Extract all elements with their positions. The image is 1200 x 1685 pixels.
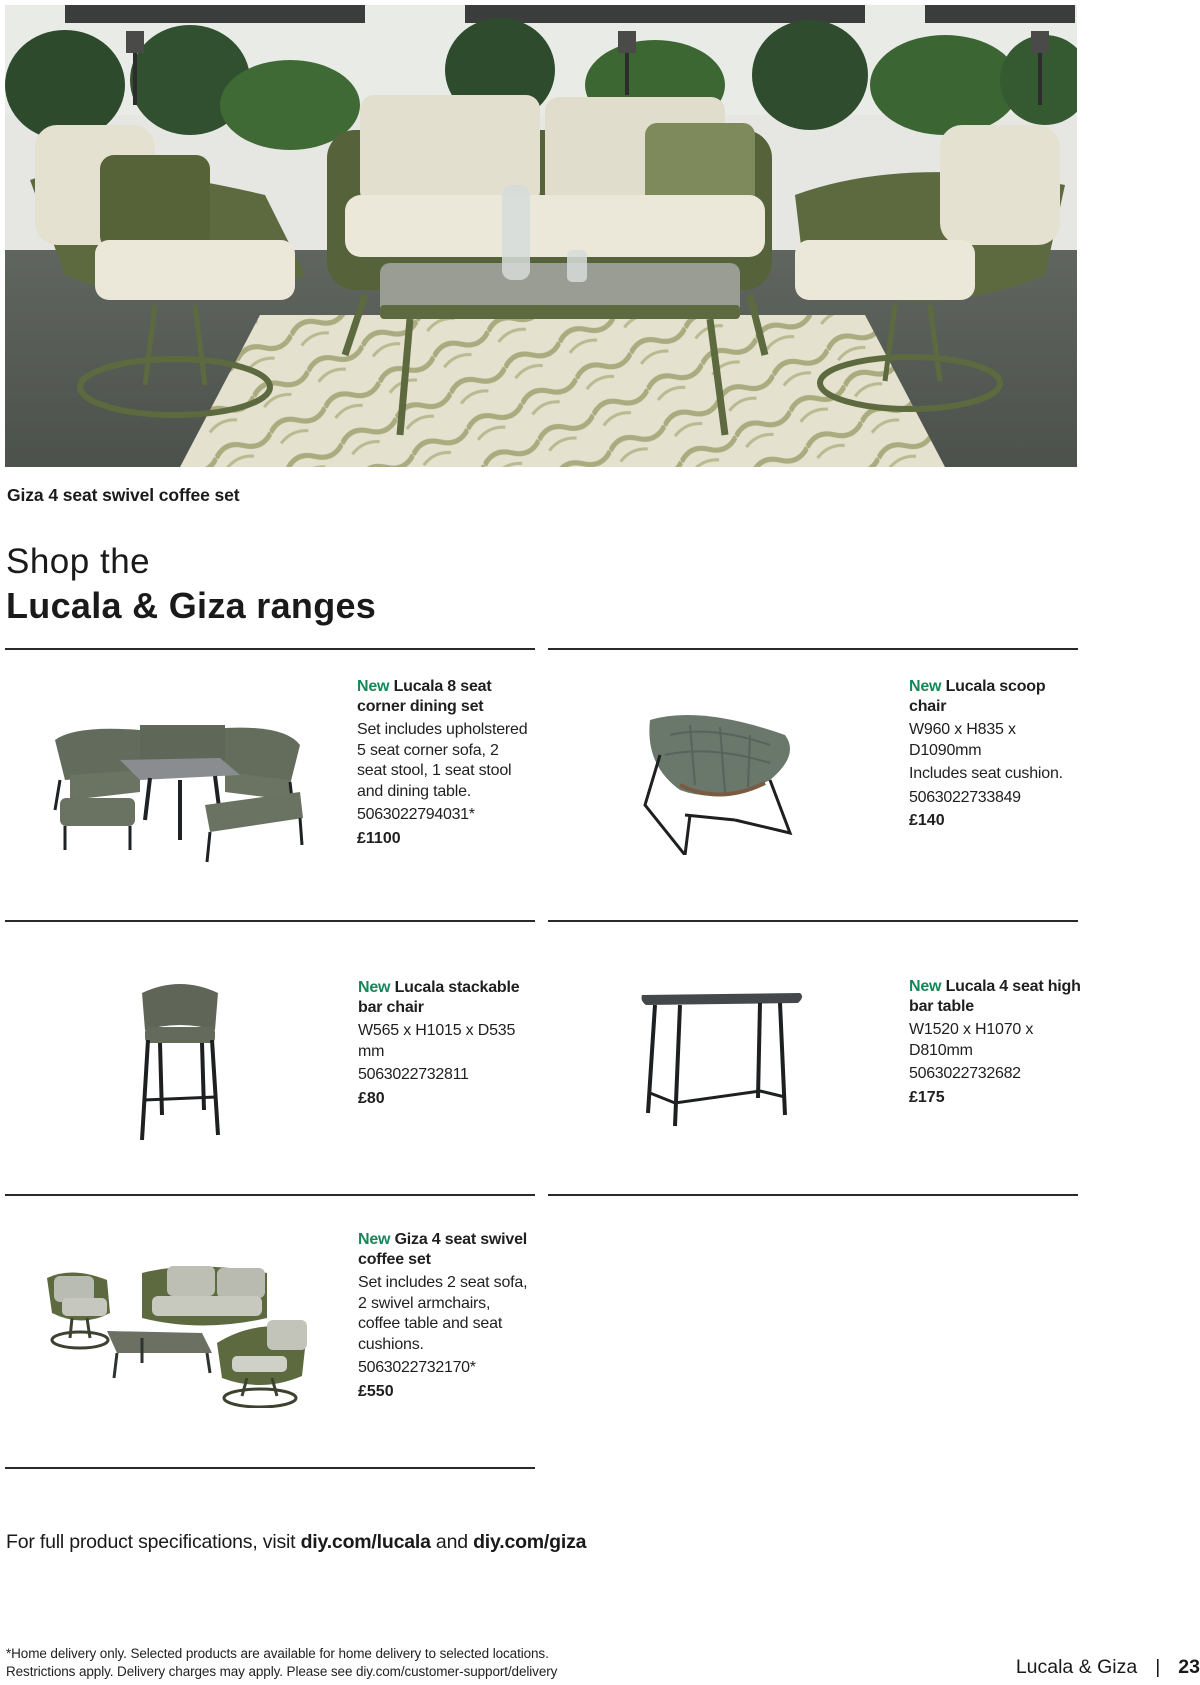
product-ean: 5063022732170* [358, 1359, 476, 1376]
specs-prefix: For full product specifications, visit [6, 1531, 301, 1553]
footer-separator: | [1155, 1656, 1161, 1678]
product-name: Lucala stackable bar chair [358, 979, 520, 1016]
divider [5, 920, 535, 922]
disclaimer-line2: Restrictions apply. Delivery charges may apply. Please see diy.com/customer-support/delivery [6, 1664, 558, 1679]
product-name: Lucala 8 seat corner dining set [357, 678, 492, 715]
delivery-disclaimer [6, 1645, 557, 1681]
hero-caption: Giza 4 seat swivel coffee set [7, 485, 240, 505]
divider [548, 648, 1078, 650]
product-price: £550 [358, 1382, 394, 1400]
product-dimensions: W1520 x H1070 x D810mm [909, 1021, 1034, 1059]
divider [5, 1467, 535, 1469]
product-name: Lucala scoop chair [909, 678, 1046, 715]
specs-middle: and [430, 1531, 474, 1553]
product-title [358, 1230, 533, 1270]
new-badge: New [358, 1231, 391, 1248]
patio-scene-image [5, 5, 1077, 467]
page-footer [1016, 1656, 1200, 1679]
product-name: Giza 4 seat swivel coffee set [358, 1231, 528, 1268]
product-dimensions: W960 x H835 x D1090mm [909, 721, 1016, 759]
product-title [357, 677, 532, 717]
product-price: £1100 [357, 829, 401, 847]
divider [5, 1194, 535, 1196]
specifications-note [6, 1531, 586, 1554]
link-diy-giza[interactable]: diy.com/giza [473, 1531, 587, 1553]
swivel-coffee-set-image [42, 1258, 322, 1408]
new-badge: New [909, 978, 942, 995]
page-number: 23 [1178, 1656, 1200, 1678]
product-price: £80 [358, 1089, 385, 1107]
divider [5, 648, 535, 650]
divider [548, 920, 1078, 922]
product-ean: 5063022732682 [909, 1065, 1021, 1082]
corner-dining-set-image [45, 700, 310, 865]
product-name: Lucala 4 seat high bar table [909, 978, 1081, 1015]
new-badge: New [357, 678, 390, 695]
link-diy-lucala[interactable]: diy.com/lucala [300, 1531, 431, 1553]
product-ean: 5063022733849 [909, 788, 1021, 806]
footer-section-name: Lucala & Giza [1015, 1656, 1138, 1678]
disclaimer-line1: *Home delivery only. Selected products are available for home delivery to selected locations. [6, 1646, 549, 1661]
product-ean: 5063022794031* [357, 806, 475, 823]
product-card-swivel-coffee-set [358, 1230, 533, 1402]
product-card-bar-chair [358, 978, 533, 1109]
product-card-corner-dining-set [357, 677, 532, 849]
new-badge: New [358, 979, 391, 996]
product-title [909, 977, 1084, 1017]
scoop-chair-image [640, 705, 810, 855]
product-description: Set includes upholstered 5 seat corner sofa, 2 seat stool, 1 seat stool and dining table. [357, 721, 528, 800]
new-badge: New [909, 678, 942, 695]
hero-photo [5, 5, 1077, 467]
section-heading-line1: Shop the [6, 542, 151, 581]
high-bar-table-image [640, 993, 805, 1133]
product-description: Set includes 2 seat sofa, 2 swivel armchairs, coffee table and seat cushions. [358, 1274, 528, 1353]
product-ean: 5063022732811 [358, 1066, 469, 1083]
product-card-high-bar-table [909, 977, 1084, 1108]
product-price: £140 [909, 812, 945, 829]
product-title [909, 677, 1084, 717]
divider [548, 1194, 1078, 1196]
product-card-scoop-chair [909, 677, 1084, 832]
product-title [358, 978, 533, 1018]
section-heading-line2: Lucala & Giza ranges [6, 585, 377, 626]
product-price: £175 [909, 1088, 945, 1106]
bar-chair-image [130, 975, 230, 1140]
product-description: Includes seat cushion. [909, 765, 1063, 782]
product-dimensions: W565 x H1015 x D535 mm [358, 1022, 516, 1060]
